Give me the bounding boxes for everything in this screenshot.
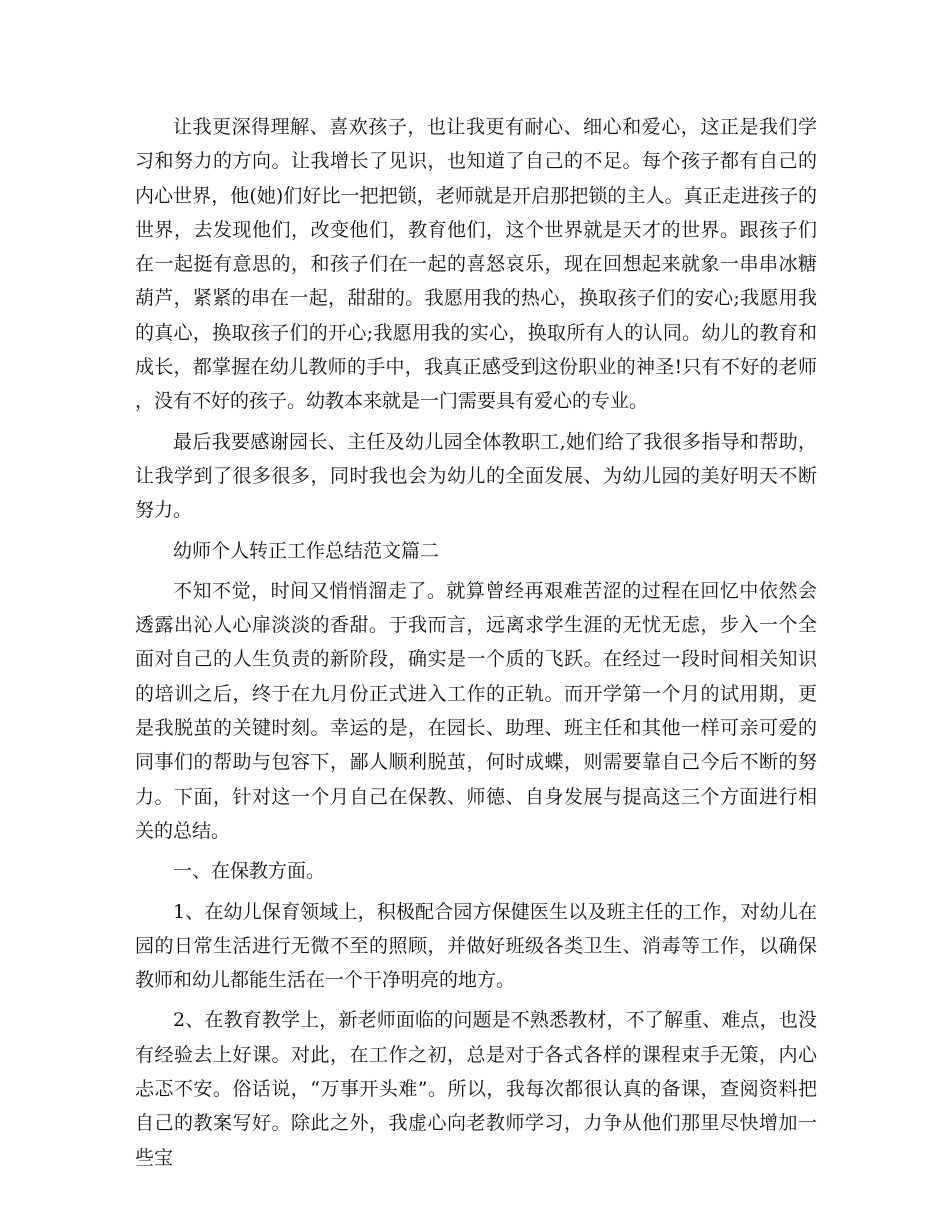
subheading-care-education: 一、在保教方面。	[173, 860, 326, 883]
paragraph-thanks: 最后我要感谢园长、主任及幼儿园全体教职工,她们给了我很多指导和帮助，让我学到了很多很多，同时我也会为幼儿的全面发展、为幼儿园的美好明天不断努力。	[135, 430, 817, 522]
paragraph-item-1: 1、在幼儿保育领域上，积极配合园方保健医生以及班主任的工作，对幼儿在园的日常生活进行无微不至的照顾，并做好班级各类卫生、消毒等工作，以确保教师和幼儿都能生活在一个干净明亮的地方。	[135, 900, 817, 992]
document-body	[135, 110, 817, 1175]
paragraph-intro: 不知不觉，时间又悄悄溜走了。就算曾经再艰难苦涩的过程在回忆中依然会透露出沁人心扉淡淡的香甜。于我而言，远离求学生涯的无忧无虑，步入一个全面对自己的人生负责的新阶段，确实是一个质的飞跃。在经过一段时间相关知识的培训之后，终于在九月份正式进入工作的正轨。而开学第一个月的试用期，更是我脱茧的关键时刻。幸运的是，在园长、助理、班主任和其他一样可亲可爱的同事们的帮助与包容下，鄙人顺利脱茧，何时成蝶，则需要靠自己今后不断的努力。下面，针对这一个月自己在保教、师德、自身发展与提高这三个方面进行相关的总结。	[135, 579, 817, 842]
paragraph-love-children: 让我更深得理解、喜欢孩子，也让我更有耐心、细心和爱心，这正是我们学习和努力的方向。让我增长了见识，也知道了自己的不足。每个孩子都有自己的内心世界，他(她)们好比一把把锁，老师就是开启那把锁的主人。真正走进孩子的世界，去发现他们，改变他们，教育他们，这个世界就是天才的世界。跟孩子们在一起挺有意思的，和孩子们在一起的喜怒哀乐，现在回想起来就象一串串冰糖葫芦，紧紧的串在一起，甜甜的。我愿用我的热心，换取孩子们的安心;我愿用我的真心，换取孩子们的开心;我愿用我的实心，换取所有人的认同。幼儿的教育和成长，都掌握在幼儿教师的手中，我真正感受到这份职业的神圣!只有不好的老师，没有不好的孩子。幼教本来就是一门需要具有爱心的专业。	[135, 116, 817, 413]
section-heading: 幼师个人转正工作总结范文篇二	[173, 539, 440, 562]
paragraph-item-2: 2、在教育教学上，新老师面临的问题是不熟悉教材，不了解重、难点，也没有经验去上好课。对此，在工作之初，总是对于各式各样的课程束手无策，内心忐忑不安。俗话说，“万事开头难”。所以，我每次都很认真的备课，查阅资料把自己的教案写好。除此之外，我虚心向老教师学习，力争从他们那里尽快增加一些宝	[135, 1009, 817, 1169]
